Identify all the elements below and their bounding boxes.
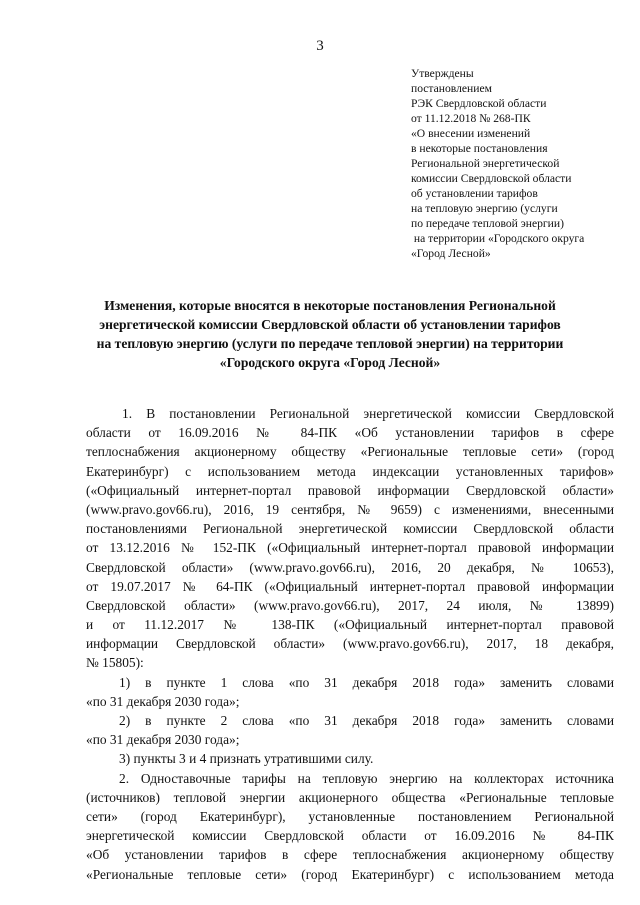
body-line: Свердловской области» (www.pravo.gov66.ru), 2016, 20 декабря, № 10653), bbox=[86, 559, 614, 575]
body-line: постановлениями Региональной энергетической комиссии Свердловской области bbox=[86, 521, 614, 537]
body-line: 2. Одноставочные тарифы на тепловую энергию на коллекторах источника bbox=[119, 770, 614, 786]
approval-line: Утверждены bbox=[411, 67, 474, 80]
body-line: Свердловской области» (www.pravo.gov66.ru), 2017, 24 июля, № 13899) bbox=[86, 597, 614, 613]
body-line: от 13.12.2016 № 152-ПК («Официальный интернет-портал правовой информации bbox=[86, 540, 614, 556]
approval-line: «Город Лесной» bbox=[411, 247, 491, 260]
approval-line: по передаче тепловой энергии) bbox=[411, 217, 564, 230]
approval-line: в некоторые постановления bbox=[411, 142, 548, 155]
approval-line: РЭК Свердловской области bbox=[411, 97, 547, 110]
page-number: 3 bbox=[316, 38, 324, 54]
body-line: 1) в пункте 1 слова «по 31 декабря 2018 года» заменить словами bbox=[119, 674, 614, 690]
heading-line: энергетической комиссии Свердловской области об установлении тарифов bbox=[99, 317, 561, 332]
body-line: «Региональные тепловые сети» (город Екатеринбург) с использованием метода bbox=[86, 866, 614, 882]
approval-line: на тепловую энергию (услуги bbox=[411, 202, 558, 215]
body-line: Екатеринбург) с использованием метода индексации установленных тарифов» bbox=[86, 463, 614, 479]
body-line: («Официальный интернет-портал правовой информации Свердловской области» bbox=[86, 482, 614, 498]
body-line: 2) в пункте 2 слова «по 31 декабря 2018 года» заменить словами bbox=[119, 713, 614, 728]
body-line: от 19.07.2017 № 64-ПК («Официальный интернет-портал правовой информации bbox=[86, 578, 614, 594]
approval-line: об установлении тарифов bbox=[411, 187, 538, 200]
heading-line: Изменения, которые вносятся в некоторые постановления Региональной bbox=[104, 298, 556, 313]
heading-line: «Городского округа «Город Лесной» bbox=[219, 355, 441, 370]
body-line: энергетической комиссии Свердловской области от 16.09.2016 № 84-ПК bbox=[86, 828, 614, 844]
approval-line: Региональной энергетической bbox=[411, 157, 560, 170]
body-line: 3) пункты 3 и 4 признать утратившими силу. bbox=[119, 751, 374, 767]
body-line: «по 31 декабря 2030 года»; bbox=[86, 693, 240, 709]
document-body bbox=[86, 404, 614, 884]
body-line: «Об установлении тарифов в сфере теплоснабжения акционерному обществу bbox=[86, 847, 614, 863]
approval-line: «О внесении изменений bbox=[411, 127, 531, 140]
approval-line: комиссии Свердловской области bbox=[411, 172, 572, 185]
heading-line: на тепловую энергию (услуги по передаче тепловой энергии) на территории bbox=[96, 336, 564, 351]
body-line: 1. В постановлении Региональной энергетической комиссии Свердловской bbox=[122, 406, 614, 421]
body-line: теплоснабжения акционерному обществу «Региональные тепловые сети» (город bbox=[86, 444, 614, 460]
body-line: области от 16.09.2016 № 84-ПК «Об установлении тарифов в сфере bbox=[86, 425, 614, 441]
approval-block bbox=[411, 66, 626, 261]
body-line: (www.pravo.gov66.ru), 2016, 19 сентября, № 9659) с изменениями, внесенными bbox=[86, 501, 614, 517]
body-line: сети» (город Екатеринбург), установленные постановлением Региональной bbox=[86, 808, 614, 824]
body-line: «по 31 декабря 2030 года»; bbox=[86, 732, 240, 748]
body-line: № 15805): bbox=[86, 655, 144, 671]
approval-line: на территории «Городского округа bbox=[411, 232, 585, 245]
body-line: (источников) тепловой энергии акционерного общества «Региональные тепловые bbox=[86, 789, 614, 805]
document-heading bbox=[60, 296, 600, 372]
body-line: информации Свердловской области» (www.pravo.gov66.ru), 2017, 18 декабря, bbox=[86, 636, 614, 652]
body-line: и от 11.12.2017 № 138-ПК («Официальный интернет-портал правовой bbox=[86, 617, 614, 633]
approval-line: от 11.12.2018 № 268-ПК bbox=[411, 112, 531, 125]
approval-line: постановлением bbox=[411, 82, 492, 95]
